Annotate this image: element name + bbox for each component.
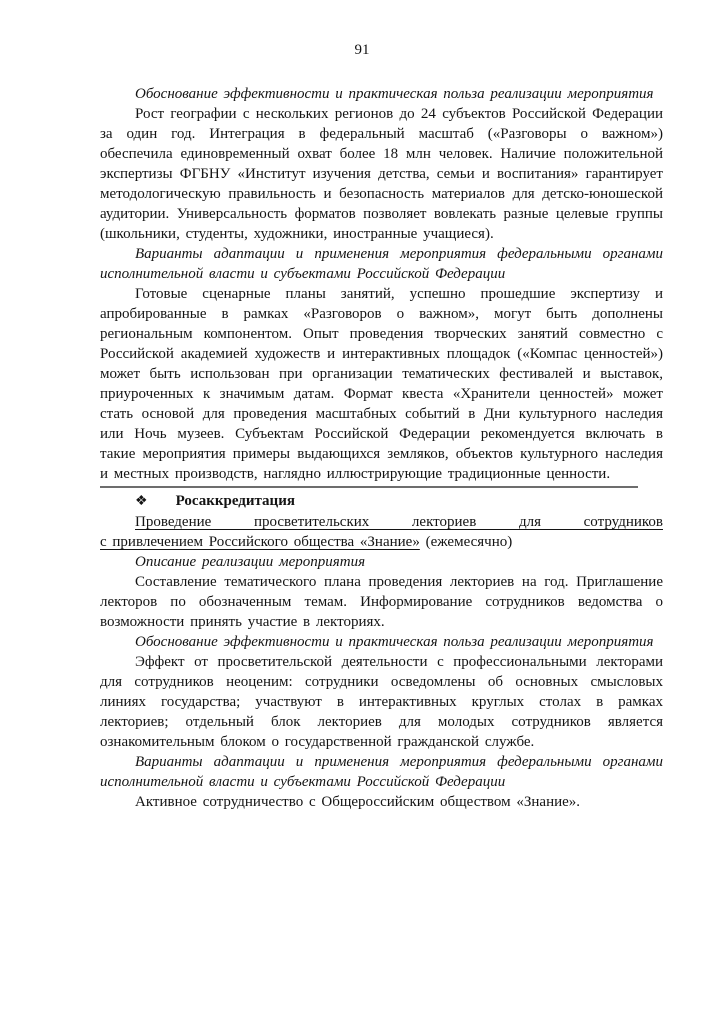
section-divider [100,486,638,488]
page-number: 91 [354,42,370,58]
agency-bullet-row [100,491,663,512]
agency-name: Росаккредитация [175,493,295,509]
paragraph-adaptation-top: Готовые сценарные планы занятий, успешно прошедшие экспертизу и апробированные в рамках «Разговоров о важном», могут быть дополнены региональным компонентом. Опыт проведения творческих занятий совместно с Российской академией художеств и интерактивных площадок («Компас ценностей») может быть использован при организации тематических фестивалей и выставок, приуроченных к значимым датам. Формат квеста «Хранители ценностей» может стать основой для проведения масштабных событий в Дни культурного наследия или Ночь музеев. Субъектам Российской Федерации рекомендуется включать в такие мероприятия примеры выдающихся земляков, объектов культурного наследия и местных производств, наглядно иллюстрирующие традиционные ценности. [100,286,663,482]
heading-effectiveness-bottom: Обоснование эффективности и практическая польза реализации мероприятия [135,634,654,650]
paragraph-adaptation-bottom: Активное сотрудничество с Общероссийским обществом «Знание». [135,794,581,810]
event-title-line-1: Проведение просветительских лекториев для сотрудников [135,514,663,530]
event-title-underlined-part: с привлечением Российского общества «Знание» [100,534,420,550]
event-title-frequency: (ежемесячно) [419,534,513,550]
paragraph-description: Составление тематического плана проведения лекториев на год. Приглашение лекторов по обозначенным темам. Информирование сотрудников ведомства о возможности принять участие в лекториях. [100,574,663,630]
diamond-bullet-icon: ❖ [135,494,148,509]
heading-effectiveness-top: Обоснование эффективности и практическая польза реализации мероприятия [135,86,654,102]
event-title-line-2 [100,532,663,552]
paragraph-effectiveness-top: Рост географии с нескольких регионов до 24 субъектов Российской Федерации за один год. Интеграция в федеральный масштаб («Разговоры о важном») обеспечила единовременный охват более 18 млн человек. Наличие положительной экспертизы ФГБНУ «Институт изучения детства, семьи и воспитания» гарантирует методологическую правильность и безопасность материалов для детско-юношеской аудитории. Универсальность форматов позволяет вовлекать разные целевые группы (школьники, студенты, художники, иностранные учащиеся). [100,106,663,242]
paragraph-effectiveness-bottom: Эффект от просветительской деятельности с профессиональными лекторами для сотрудников неоценим: сотрудники осведомлены об основных смысловых линиях государства; участвуют в интерактивных круглых столах в рамках лекториев; отдельный блок лекториев для молодых сотрудников является ознакомительным блоком о государственной гражданской службе. [100,654,663,750]
heading-adaptation-top: Варианты адаптации и применения мероприятия федеральными органами исполнительной власти и субъектами Российской Федерации [100,246,663,282]
heading-description: Описание реализации мероприятия [135,554,366,570]
heading-adaptation-bottom: Варианты адаптации и применения мероприятия федеральными органами исполнительной власти и субъектами Российской Федерации [100,754,663,790]
page-content [100,84,663,812]
